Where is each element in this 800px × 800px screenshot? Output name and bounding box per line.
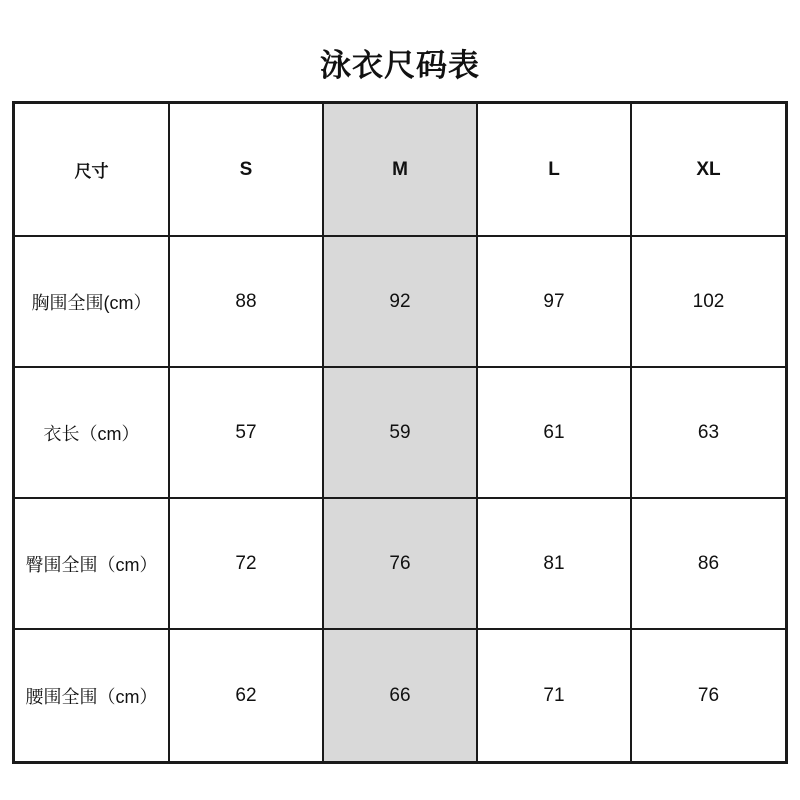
table-cell: 59 (324, 368, 478, 499)
table-cell: 86 (632, 499, 785, 630)
table-cell: 57 (170, 368, 324, 499)
table-cell: 66 (324, 630, 478, 761)
row-label-chest: 胸围全围(cm） (15, 237, 170, 368)
header-cell-s: S (170, 104, 324, 237)
table-cell: 102 (632, 237, 785, 368)
header-cell-size: 尺寸 (15, 104, 170, 237)
table-cell: 76 (697, 684, 720, 706)
table-cell: 97 (478, 237, 632, 368)
table-cell: 71 (478, 630, 632, 761)
header-cell-xl: XL (632, 104, 785, 237)
row-label-length: 衣长（cm） (15, 368, 170, 499)
table-cell: 88 (170, 237, 324, 368)
table-cell: 63 (632, 368, 785, 499)
size-chart-table (12, 101, 788, 764)
table-cell: 92 (324, 237, 478, 368)
page-title: 泳衣尺码表 (320, 48, 480, 83)
table-cell: 72 (170, 499, 324, 630)
table-cell: 62 (170, 630, 324, 761)
table-cell: 81 (478, 499, 632, 630)
table-cell: 76 (324, 499, 478, 630)
row-label-waist: 腰围全围（cm） (15, 630, 170, 761)
table-cell: 61 (478, 368, 632, 499)
header-cell-l: L (478, 104, 632, 237)
header-cell-m: M (324, 104, 478, 237)
row-label-hip: 臀围全围（cm） (15, 499, 170, 630)
